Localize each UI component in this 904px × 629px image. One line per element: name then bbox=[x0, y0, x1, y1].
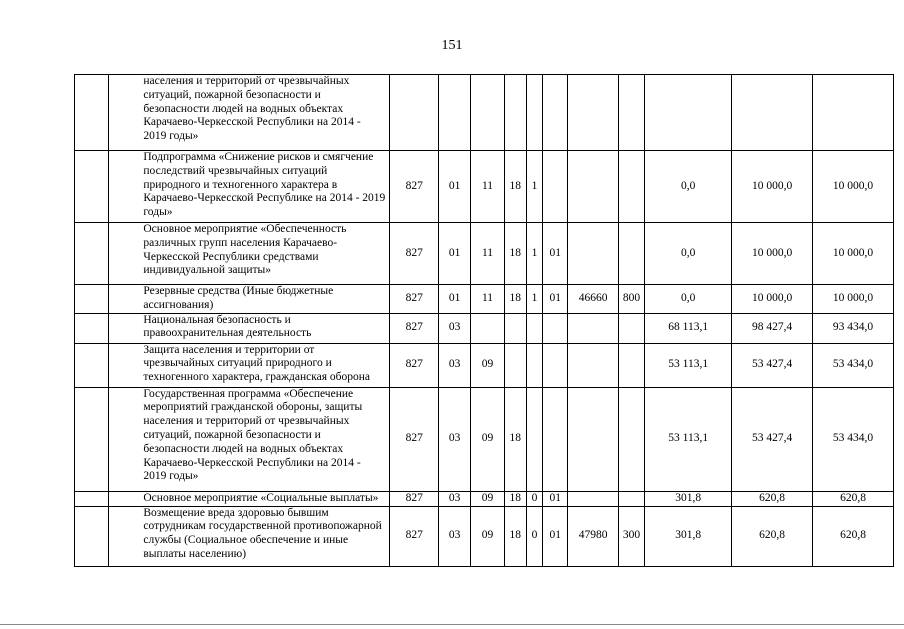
target-article-subprogram-cell: 1 bbox=[526, 223, 542, 285]
table-row bbox=[75, 223, 894, 285]
amount-2019-cell bbox=[813, 75, 894, 151]
row-margin-cell bbox=[75, 285, 109, 314]
expense-type-cell bbox=[618, 387, 644, 491]
amount-2018-cell: 98 427,4 bbox=[732, 313, 813, 343]
amount-2019-cell: 93 434,0 bbox=[813, 313, 894, 343]
expense-type-cell bbox=[618, 491, 644, 506]
expense-type-cell: 800 bbox=[618, 285, 644, 314]
section-code-cell: 01 bbox=[438, 151, 470, 223]
bottom-rule bbox=[0, 624, 904, 625]
item-name-cell: Основное мероприятие «Обеспеченность различных групп населения Карачаево-Черкесской Республики средствами индивидуальной защиты» bbox=[109, 223, 390, 285]
table-row bbox=[75, 506, 894, 566]
amount-2017-cell: 0,0 bbox=[645, 223, 732, 285]
amount-2019-cell: 10 000,0 bbox=[813, 151, 894, 223]
subsection-code-cell: 09 bbox=[471, 387, 504, 491]
target-article-program-cell: 18 bbox=[504, 151, 526, 223]
target-article-event-cell bbox=[543, 151, 568, 223]
target-article-program-cell: 18 bbox=[504, 506, 526, 566]
target-article-event-cell bbox=[543, 343, 568, 387]
table-row bbox=[75, 285, 894, 314]
row-margin-cell bbox=[75, 75, 109, 151]
ved-code-cell: 827 bbox=[390, 506, 439, 566]
subsection-code-cell bbox=[471, 313, 504, 343]
amount-2017-cell: 301,8 bbox=[645, 506, 732, 566]
row-margin-cell bbox=[75, 223, 109, 285]
target-article-direction-cell: 46660 bbox=[568, 285, 619, 314]
target-article-program-cell: 18 bbox=[504, 387, 526, 491]
amount-2017-cell: 301,8 bbox=[645, 491, 732, 506]
expense-type-cell bbox=[618, 343, 644, 387]
ved-code-cell: 827 bbox=[390, 491, 439, 506]
amount-2017-cell: 53 113,1 bbox=[645, 343, 732, 387]
item-name-cell: Основное мероприятие «Социальные выплаты» bbox=[109, 491, 390, 506]
item-name-cell: Возмещение вреда здоровью бывшим сотрудникам государственной противопожарной службы (Социальное обеспечение и иные выплаты населению) bbox=[109, 506, 390, 566]
item-name-cell: Резервные средства (Иные бюджетные ассигнования) bbox=[109, 285, 390, 314]
amount-2018-cell: 620,8 bbox=[732, 506, 813, 566]
subsection-code-cell: 09 bbox=[471, 506, 504, 566]
target-article-direction-cell: 47980 bbox=[568, 506, 619, 566]
amount-2018-cell: 53 427,4 bbox=[732, 343, 813, 387]
amount-2019-cell: 53 434,0 bbox=[813, 387, 894, 491]
table-row bbox=[75, 75, 894, 151]
subsection-code-cell: 09 bbox=[471, 343, 504, 387]
section-code-cell: 03 bbox=[438, 343, 470, 387]
amount-2019-cell: 620,8 bbox=[813, 491, 894, 506]
amount-2017-cell bbox=[645, 75, 732, 151]
target-article-subprogram-cell bbox=[526, 343, 542, 387]
section-code-cell bbox=[438, 75, 470, 151]
subsection-code-cell: 11 bbox=[471, 285, 504, 314]
target-article-event-cell: 01 bbox=[543, 223, 568, 285]
target-article-subprogram-cell: 0 bbox=[526, 506, 542, 566]
target-article-event-cell: 01 bbox=[543, 285, 568, 314]
amount-2019-cell: 10 000,0 bbox=[813, 285, 894, 314]
row-margin-cell bbox=[75, 506, 109, 566]
row-margin-cell bbox=[75, 151, 109, 223]
budget-table bbox=[74, 74, 894, 567]
table-row bbox=[75, 313, 894, 343]
target-article-subprogram-cell: 0 bbox=[526, 491, 542, 506]
target-article-event-cell bbox=[543, 313, 568, 343]
ved-code-cell bbox=[390, 75, 439, 151]
amount-2017-cell: 53 113,1 bbox=[645, 387, 732, 491]
table-row bbox=[75, 151, 894, 223]
expense-type-cell bbox=[618, 75, 644, 151]
amount-2018-cell: 620,8 bbox=[732, 491, 813, 506]
row-margin-cell bbox=[75, 387, 109, 491]
amount-2019-cell: 620,8 bbox=[813, 506, 894, 566]
ved-code-cell: 827 bbox=[390, 313, 439, 343]
amount-2018-cell: 10 000,0 bbox=[732, 151, 813, 223]
target-article-program-cell bbox=[504, 75, 526, 151]
amount-2018-cell: 10 000,0 bbox=[732, 223, 813, 285]
item-name-cell: Национальная безопасность и правоохранительная деятельность bbox=[109, 313, 390, 343]
item-name-cell: населения и территорий от чрезвычайных ситуаций, пожарной безопасности и безопасности людей на водных объектах Карачаево-Черкесской Республики на 2014 - 2019 годы» bbox=[109, 75, 390, 151]
target-article-direction-cell bbox=[568, 491, 619, 506]
amount-2017-cell: 68 113,1 bbox=[645, 313, 732, 343]
subsection-code-cell: 11 bbox=[471, 151, 504, 223]
amount-2019-cell: 53 434,0 bbox=[813, 343, 894, 387]
ved-code-cell: 827 bbox=[390, 387, 439, 491]
amount-2017-cell: 0,0 bbox=[645, 151, 732, 223]
target-article-program-cell bbox=[504, 313, 526, 343]
target-article-event-cell: 01 bbox=[543, 491, 568, 506]
target-article-subprogram-cell bbox=[526, 387, 542, 491]
table-row bbox=[75, 387, 894, 491]
section-code-cell: 03 bbox=[438, 491, 470, 506]
table-row bbox=[75, 491, 894, 506]
amount-2017-cell: 0,0 bbox=[645, 285, 732, 314]
target-article-program-cell: 18 bbox=[504, 491, 526, 506]
target-article-subprogram-cell: 1 bbox=[526, 285, 542, 314]
ved-code-cell: 827 bbox=[390, 223, 439, 285]
expense-type-cell: 300 bbox=[618, 506, 644, 566]
amount-2018-cell bbox=[732, 75, 813, 151]
target-article-subprogram-cell: 1 bbox=[526, 151, 542, 223]
target-article-direction-cell bbox=[568, 151, 619, 223]
section-code-cell: 03 bbox=[438, 506, 470, 566]
target-article-direction-cell bbox=[568, 387, 619, 491]
amount-2019-cell: 10 000,0 bbox=[813, 223, 894, 285]
target-article-event-cell: 01 bbox=[543, 506, 568, 566]
target-article-event-cell bbox=[543, 387, 568, 491]
target-article-direction-cell bbox=[568, 343, 619, 387]
target-article-program-cell: 18 bbox=[504, 223, 526, 285]
target-article-direction-cell bbox=[568, 313, 619, 343]
table-row bbox=[75, 343, 894, 387]
ved-code-cell: 827 bbox=[390, 285, 439, 314]
subsection-code-cell: 11 bbox=[471, 223, 504, 285]
expense-type-cell bbox=[618, 151, 644, 223]
amount-2018-cell: 10 000,0 bbox=[732, 285, 813, 314]
ved-code-cell: 827 bbox=[390, 343, 439, 387]
section-code-cell: 01 bbox=[438, 285, 470, 314]
section-code-cell: 03 bbox=[438, 387, 470, 491]
target-article-direction-cell bbox=[568, 75, 619, 151]
amount-2018-cell: 53 427,4 bbox=[732, 387, 813, 491]
item-name-cell: Защита населения и территории от чрезвычайных ситуаций природного и техногенного характера, гражданская оборона bbox=[109, 343, 390, 387]
target-article-subprogram-cell bbox=[526, 75, 542, 151]
subsection-code-cell: 09 bbox=[471, 491, 504, 506]
section-code-cell: 03 bbox=[438, 313, 470, 343]
item-name-cell: Подпрограмма «Снижение рисков и смягчение последствий чрезвычайных ситуаций природного и техногенного характера в Карачаево-Черкесской Республике на 2014 - 2019 годы» bbox=[109, 151, 390, 223]
ved-code-cell: 827 bbox=[390, 151, 439, 223]
target-article-program-cell: 18 bbox=[504, 285, 526, 314]
expense-type-cell bbox=[618, 223, 644, 285]
section-code-cell: 01 bbox=[438, 223, 470, 285]
target-article-direction-cell bbox=[568, 223, 619, 285]
expense-type-cell bbox=[618, 313, 644, 343]
item-name-cell: Государственная программа «Обеспечение мероприятий гражданской обороны, защиты населения и территорий от чрезвычайных ситуаций, пожарной безопасности и безопасности людей на водных объектах Карачаево-Черкесской Республики на 2014 - 2019 годы» bbox=[109, 387, 390, 491]
target-article-subprogram-cell bbox=[526, 313, 542, 343]
target-article-program-cell bbox=[504, 343, 526, 387]
row-margin-cell bbox=[75, 313, 109, 343]
subsection-code-cell bbox=[471, 75, 504, 151]
row-margin-cell bbox=[75, 343, 109, 387]
row-margin-cell bbox=[75, 491, 109, 506]
target-article-event-cell bbox=[543, 75, 568, 151]
page-number: 151 bbox=[441, 38, 463, 53]
